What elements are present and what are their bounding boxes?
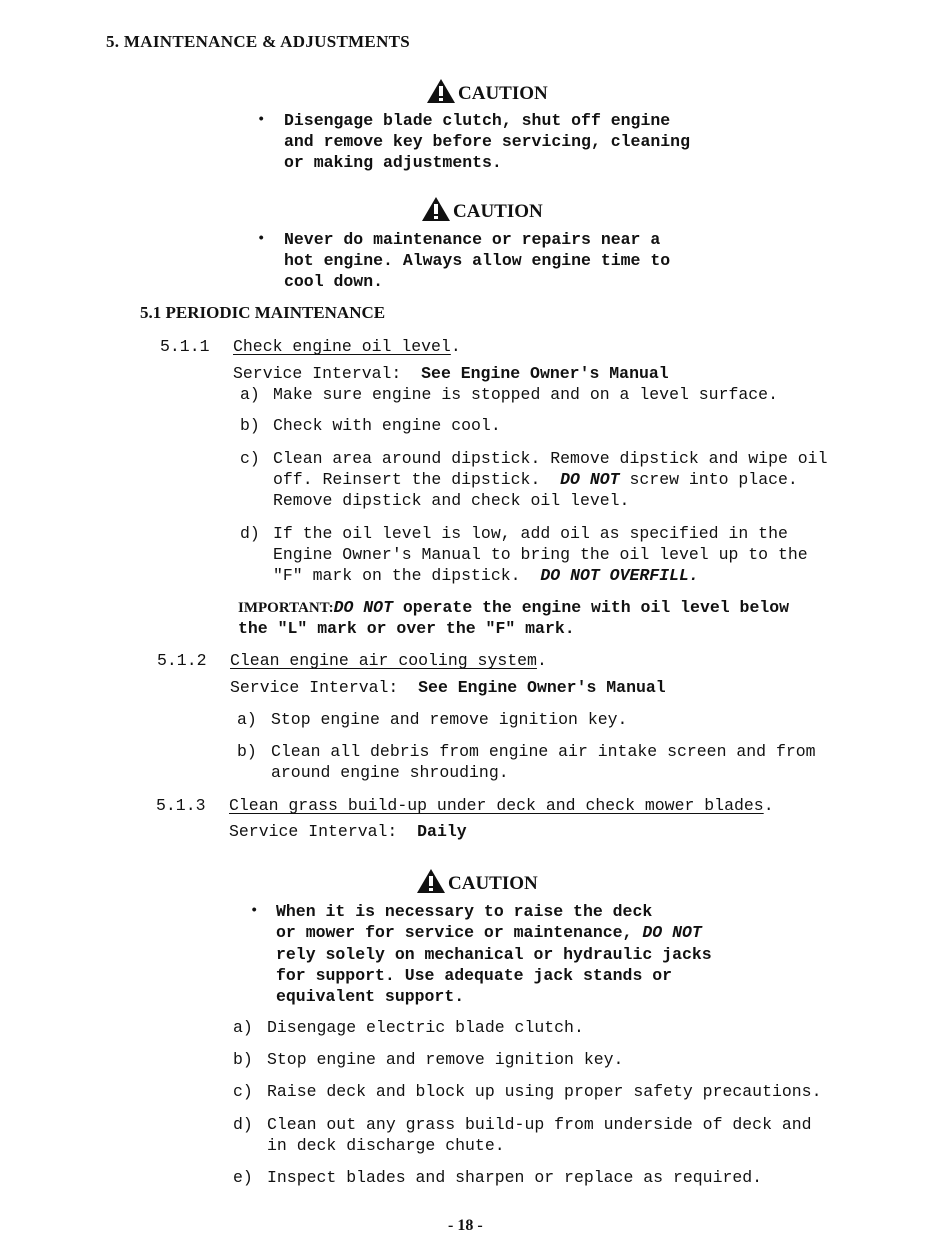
item-title: Clean engine air cooling system. — [230, 651, 547, 670]
caution3-line: When it is necessary to raise the deck — [276, 902, 653, 921]
caution2-line: hot engine. Always allow engine time to — [284, 251, 671, 270]
caution3-line: or mower for service or maintenance, DO NOT — [276, 923, 702, 942]
warning-triangle-icon — [416, 868, 446, 894]
step-letter: c) — [240, 449, 260, 468]
step-text: Disengage electric blade clutch. — [267, 1018, 584, 1037]
important-note: IMPORTANT:DO NOT operate the engine with oil level below — [238, 598, 790, 617]
step-letter: a) — [240, 385, 260, 404]
step-text: Make sure engine is stopped and on a level surface. — [273, 385, 778, 404]
bullet-icon: • — [257, 112, 266, 128]
caution2-line: cool down. — [284, 272, 384, 291]
service-interval: Service Interval: See Engine Owner's Manual — [230, 678, 666, 697]
section-title: 5. MAINTENANCE & ADJUSTMENTS — [106, 32, 411, 51]
item-number: 5.1.1 — [160, 337, 210, 356]
step-text: Inspect blades and sharpen or replace as required. — [267, 1168, 763, 1187]
caution3-line: rely solely on mechanical or hydraulic jacks — [276, 945, 712, 964]
step-letter: c) — [233, 1082, 253, 1101]
step-text: in deck discharge chute. — [267, 1136, 505, 1155]
step-text: Stop engine and remove ignition key. — [271, 710, 628, 729]
item-number: 5.1.2 — [157, 651, 207, 670]
item-title: Clean grass build-up under deck and check mower blades. — [229, 796, 774, 815]
step-letter: e) — [233, 1168, 253, 1187]
step-letter: d) — [233, 1115, 253, 1134]
item-number: 5.1.3 — [156, 796, 206, 815]
caution-label: CAUTION — [453, 201, 543, 222]
caution2-line: Never do maintenance or repairs near a — [284, 230, 661, 249]
bullet-icon: • — [250, 903, 259, 919]
step-text: "F" mark on the dipstick. DO NOT OVERFILL. — [273, 566, 699, 585]
step-text: Stop engine and remove ignition key. — [267, 1050, 624, 1069]
caution-header — [426, 78, 548, 104]
caution-label: CAUTION — [458, 83, 548, 104]
step-text: Clean out any grass build-up from underside of deck and — [267, 1115, 812, 1134]
item-title: Check engine oil level. — [233, 337, 461, 356]
caution1-line: and remove key before servicing, cleaning — [284, 132, 690, 151]
bullet-icon: • — [257, 231, 266, 247]
step-text: If the oil level is low, add oil as specified in the — [273, 524, 788, 543]
caution-header — [416, 868, 538, 894]
step-text: Clean area around dipstick. Remove dipstick and wipe oil — [273, 449, 828, 468]
caution-header — [421, 196, 543, 222]
subsection-title: 5.1 PERIODIC MAINTENANCE — [140, 303, 386, 322]
step-letter: a) — [233, 1018, 253, 1037]
step-text: around engine shrouding. — [271, 763, 509, 782]
step-text: Check with engine cool. — [273, 416, 501, 435]
page-number: - 18 - — [448, 1217, 483, 1234]
step-text: off. Reinsert the dipstick. DO NOT screw into place. — [273, 470, 798, 489]
step-letter: a) — [237, 710, 257, 729]
important-note: the "L" mark or over the "F" mark. — [238, 619, 575, 638]
caution-label: CAUTION — [448, 873, 538, 894]
caution3-line: equivalent support. — [276, 987, 465, 1006]
step-text: Engine Owner's Manual to bring the oil level up to the — [273, 545, 808, 564]
step-letter: b) — [233, 1050, 253, 1069]
service-interval: Service Interval: See Engine Owner's Manual — [233, 364, 669, 383]
step-letter: b) — [237, 742, 257, 761]
warning-triangle-icon — [426, 78, 456, 104]
step-letter: d) — [240, 524, 260, 543]
caution1-line: or making adjustments. — [284, 153, 502, 172]
service-interval: Service Interval: Daily — [229, 822, 467, 841]
step-letter: b) — [240, 416, 260, 435]
warning-triangle-icon — [421, 196, 451, 222]
caution1-line: Disengage blade clutch, shut off engine — [284, 111, 671, 130]
step-text: Raise deck and block up using proper safety precautions. — [267, 1082, 822, 1101]
caution3-line: for support. Use adequate jack stands or — [276, 966, 673, 985]
step-text: Remove dipstick and check oil level. — [273, 491, 630, 510]
step-text: Clean all debris from engine air intake screen and from — [271, 742, 816, 761]
